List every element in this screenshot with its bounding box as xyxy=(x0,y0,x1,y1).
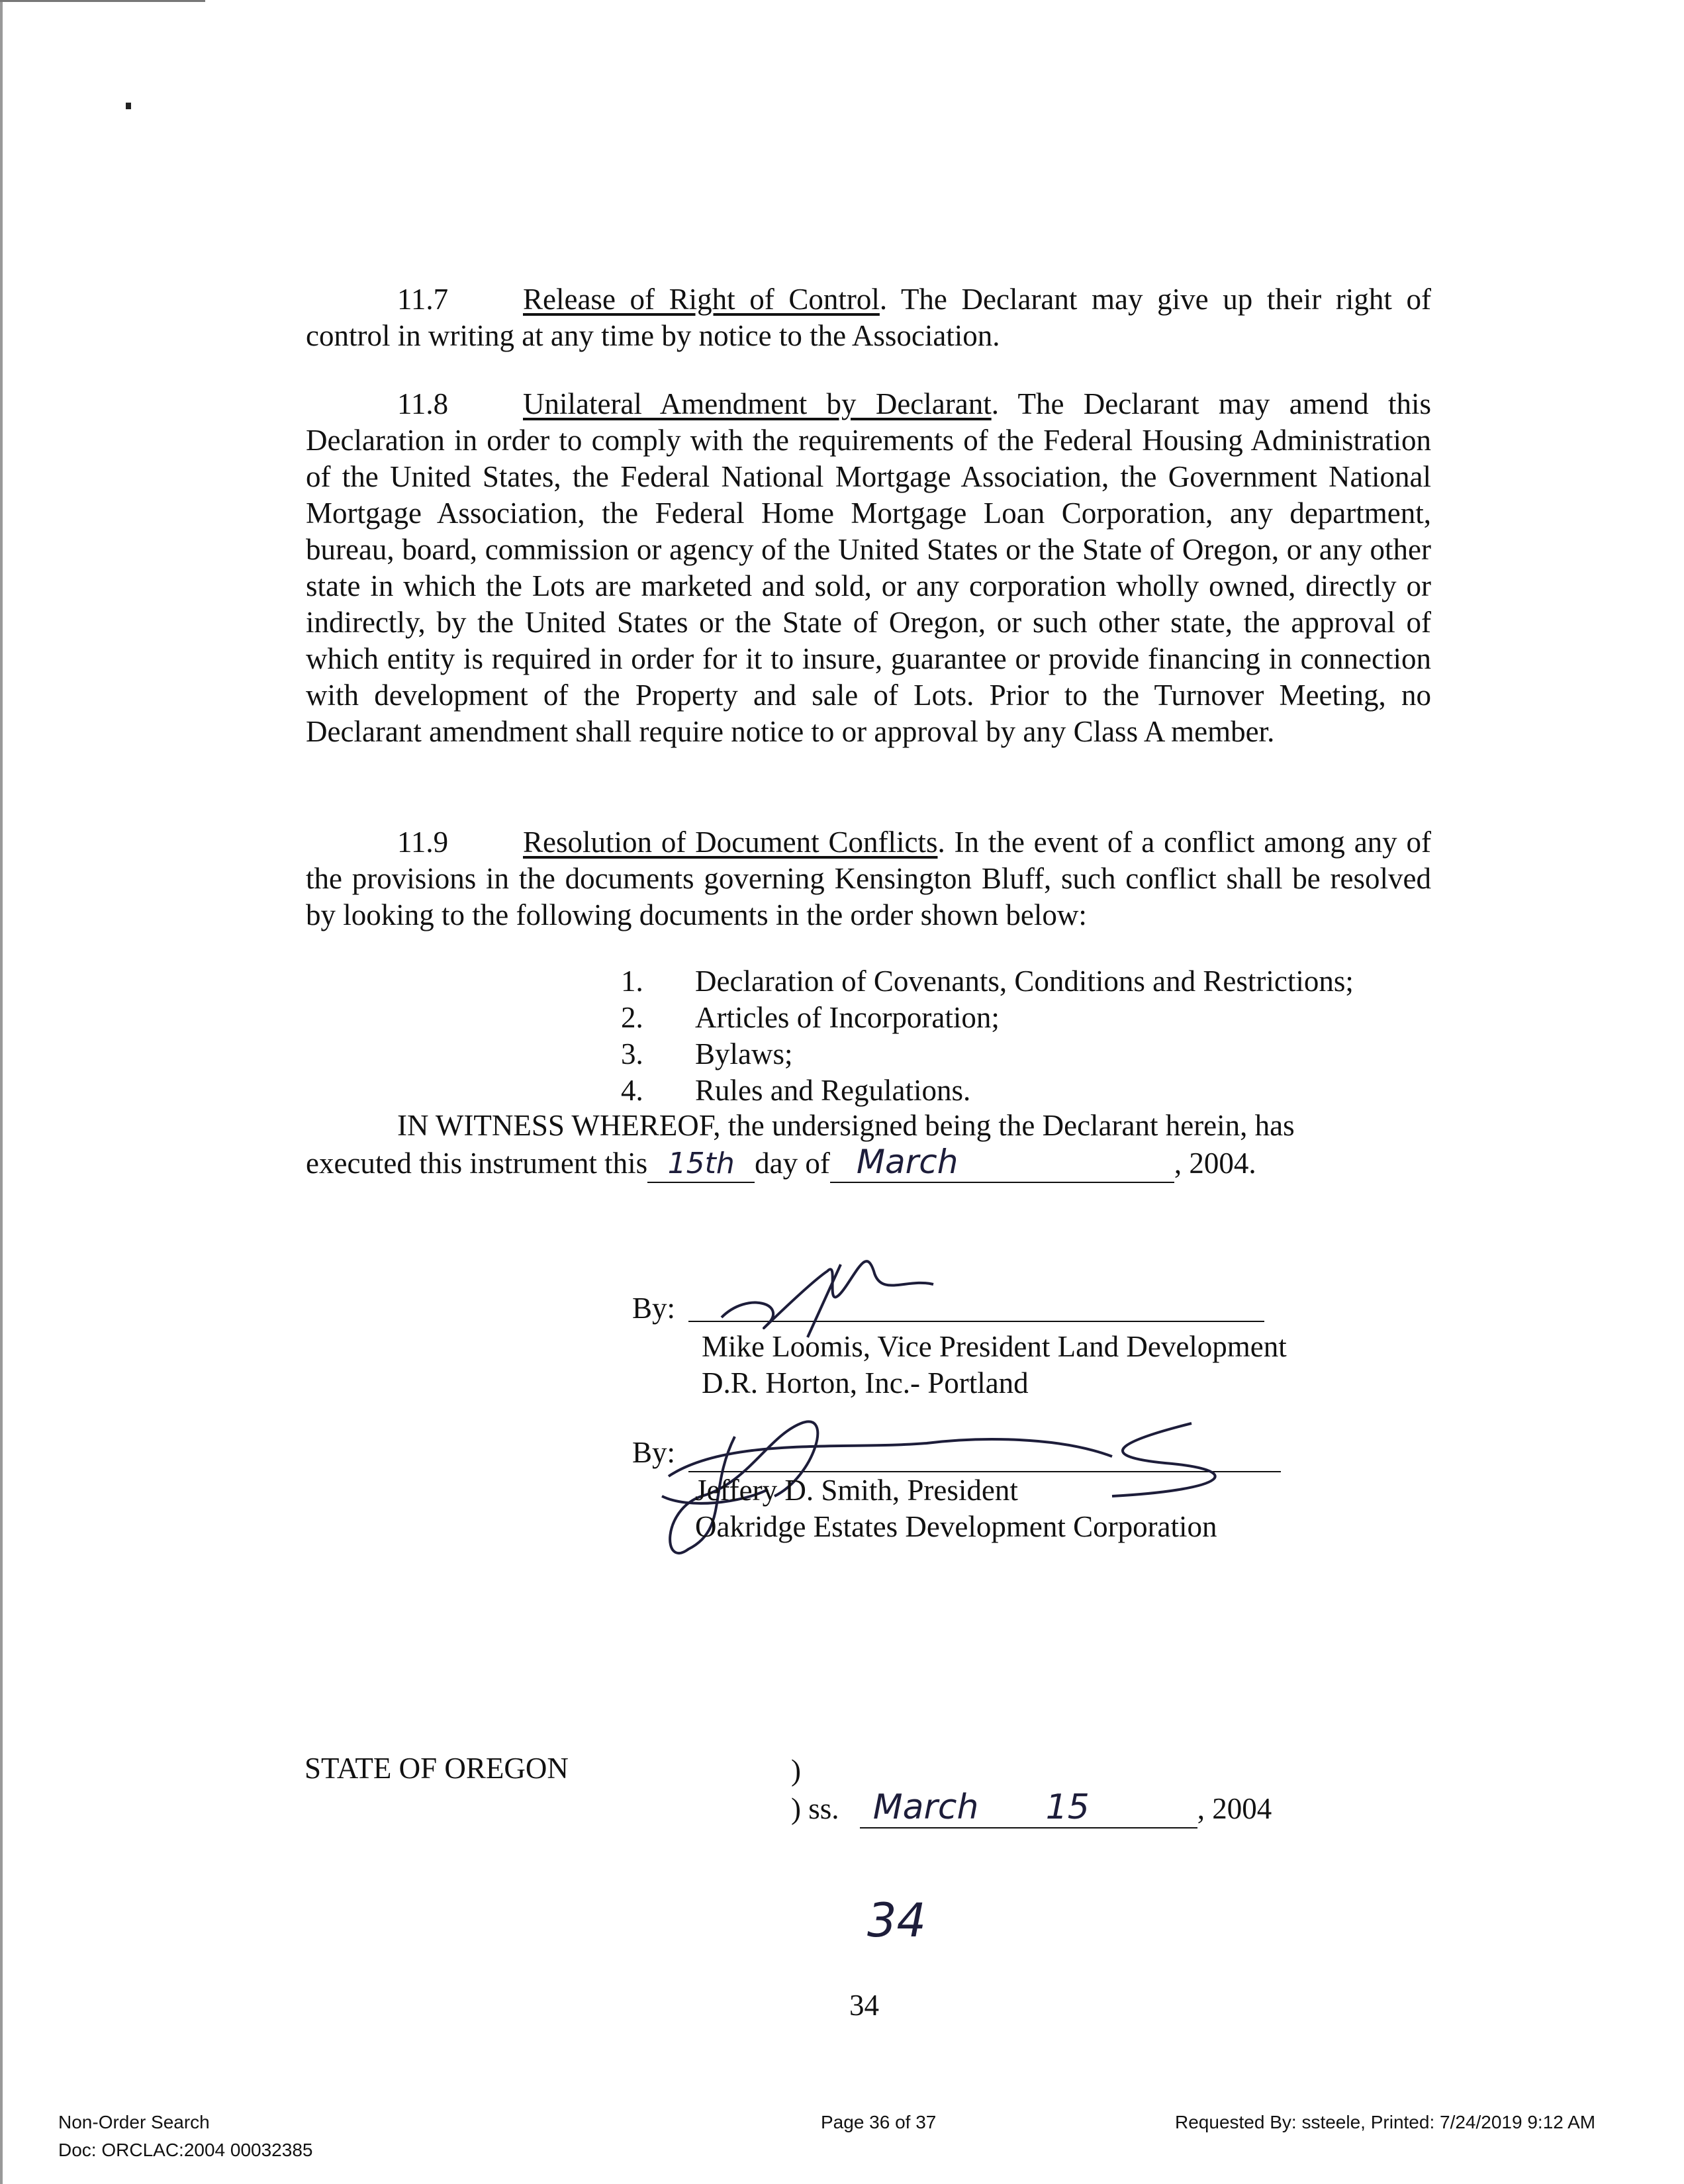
footer-doc-id: Doc: ORCLAC:2004 00032385 xyxy=(58,2140,313,2160)
footer-page-count: Page 36 of 37 xyxy=(821,2112,937,2132)
section-number: 11.7 xyxy=(397,283,449,316)
list-text: Rules and Regulations. xyxy=(695,1074,971,1107)
section-number: 11.8 xyxy=(397,387,449,420)
list-number: 4. xyxy=(621,1074,643,1107)
notary-month-handwritten: March xyxy=(872,1787,979,1827)
section-11-9 xyxy=(306,824,1431,933)
list-text: Declaration of Covenants, Conditions and Restrictions; xyxy=(695,965,1354,998)
section-number: 11.9 xyxy=(397,826,449,859)
day-blank xyxy=(647,1145,755,1183)
notary-paren: ) xyxy=(791,1754,801,1787)
witness-line-1: IN WITNESS WHEREOF, the undersigned being the Declarant herein, has xyxy=(397,1109,1295,1142)
section-body: . The Declarant may amend this Declaration in order to comply with the requirements of the Federal Housing Administration of the United States, the Federal National Mortgage Association, the Government National Mortgage Association, the Federal Home Mortgage Loan Corporation, any department, bureau, board, commission or agency of the United States or the State of Oregon, or any other state in which the Lots are marketed and sold, or any corporation wholly owned, directly or indirectly, by the United States or the State of Oregon, or such other state, the approval of which entity is required in order for it to insure, guarantee or provide financing in connection with development of the Property and sale of Lots. Prior to the Turnover Meeting, no Declarant amendment shall require notice to or approval by any Class A member. xyxy=(306,387,1431,748)
section-11-7 xyxy=(306,281,1431,354)
handwritten-page-mark: 34 xyxy=(867,1893,927,1948)
footer-search-type: Non-Order Search xyxy=(58,2112,210,2132)
scan-top-line xyxy=(0,0,205,2)
section-body: . The Declarant may give up their right of control in writing at any time by notice to the Association. xyxy=(306,283,1431,352)
signature-1-by-label: By: xyxy=(632,1292,676,1325)
signature-1-name-title: Mike Loomis, Vice President Land Development xyxy=(702,1330,1287,1363)
list-number: 1. xyxy=(621,965,643,998)
list-item xyxy=(621,963,1354,1000)
month-blank xyxy=(830,1144,1174,1183)
list-number: 2. xyxy=(621,1001,643,1034)
signature-2-name-title: Jeffery D. Smith, President xyxy=(695,1474,1018,1507)
list-text: Articles of Incorporation; xyxy=(695,1001,1000,1034)
section-heading: Release of Right of Control xyxy=(523,283,880,316)
month-handwritten: March xyxy=(856,1143,959,1181)
scan-edge-line xyxy=(0,0,3,2184)
page-number: 34 xyxy=(849,1989,879,2022)
list-number: 3. xyxy=(621,1037,643,1070)
notary-year: , 2004 xyxy=(1197,1792,1272,1825)
scan-speck xyxy=(126,103,131,109)
signature-2-by-label: By: xyxy=(632,1436,676,1469)
list-item xyxy=(621,1072,970,1109)
notary-date-line xyxy=(791,1787,1272,1828)
witness-middle: day of xyxy=(755,1147,830,1180)
section-11-8 xyxy=(306,386,1431,750)
notary-state: STATE OF OREGON xyxy=(304,1752,569,1785)
witness-suffix: , 2004. xyxy=(1174,1147,1256,1180)
witness-prefix: executed this instrument this xyxy=(306,1147,648,1180)
list-item xyxy=(621,1036,793,1072)
footer-requested-by: Requested By: ssteele, Printed: 7/24/2019 9:12 AM xyxy=(1175,2112,1596,2132)
notary-date-blank xyxy=(860,1787,1197,1828)
list-text: Bylaws; xyxy=(695,1037,793,1070)
section-heading: Resolution of Document Conflicts xyxy=(523,826,938,859)
signature-2-company: Oakridge Estates Development Corporation xyxy=(695,1510,1217,1543)
witness-line-2 xyxy=(306,1144,1256,1183)
notary-ss: ) ss. xyxy=(791,1792,839,1825)
section-heading: Unilateral Amendment by Declarant xyxy=(523,387,992,420)
signature-1-company: D.R. Horton, Inc.- Portland xyxy=(702,1366,1029,1400)
list-item xyxy=(621,1000,1000,1036)
section-body: . In the event of a conflict among any of the provisions in the documents governing Kensington Bluff, such conflict shall be resolved by looking to the following documents in the order shown below: xyxy=(306,826,1431,931)
day-handwritten: 15th xyxy=(667,1147,735,1180)
notary-day-handwritten: 15 xyxy=(1045,1787,1090,1827)
